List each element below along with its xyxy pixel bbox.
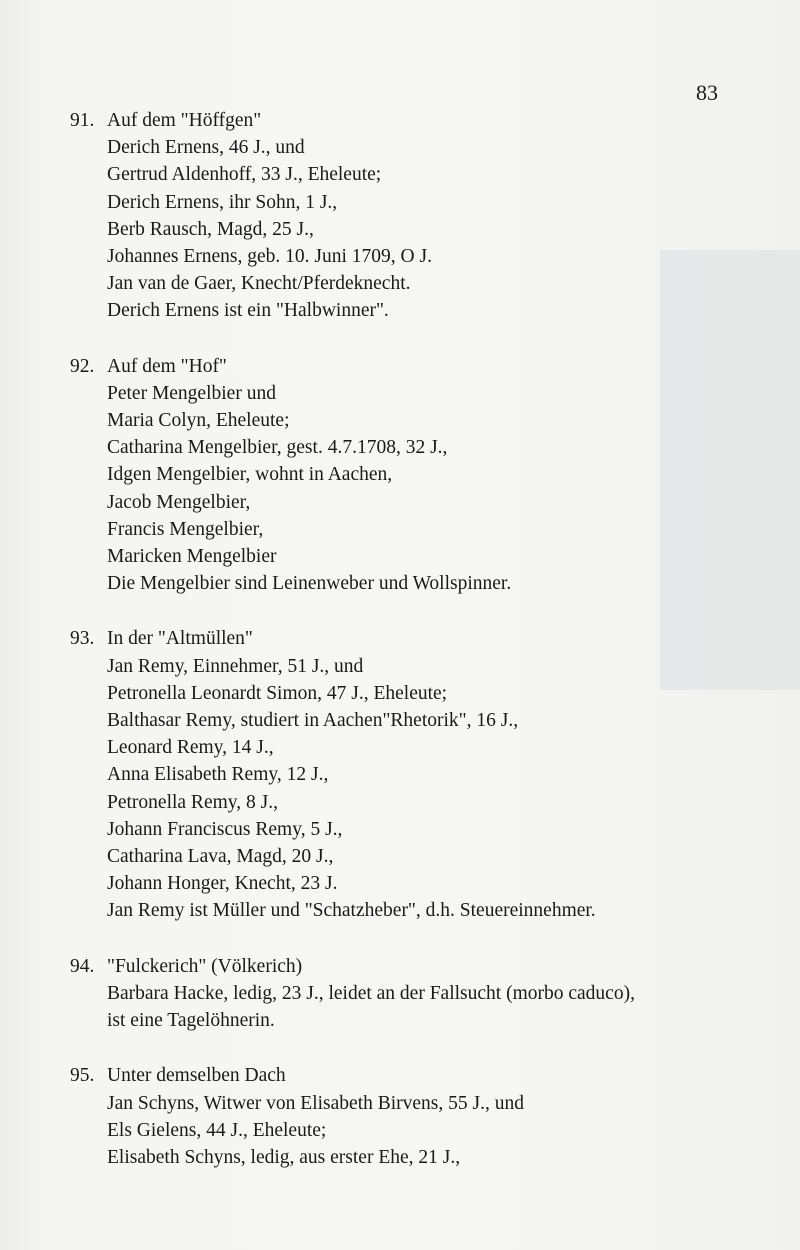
- entry-95: [70, 1062, 735, 1171]
- entry-line: Jan Remy, Einnehmer, 51 J., und: [107, 655, 364, 677]
- entry-heading: In der "Altmüllen": [107, 628, 253, 650]
- entry-number: 92.: [70, 355, 95, 377]
- entry-line: ist eine Tagelöhnerin.: [107, 1010, 275, 1032]
- entry-line: Johann Honger, Knecht, 23 J.: [107, 873, 338, 895]
- page-number: 83: [696, 80, 718, 105]
- entry-body: [107, 353, 735, 598]
- entry-heading: Auf dem "Höffgen": [107, 110, 262, 131]
- entry-line: Derich Ernens ist ein "Halbwinner".: [107, 300, 389, 322]
- entry-line: Petronella Leonardt Simon, 47 J., Eheleute;: [107, 682, 448, 704]
- entry-number: 95.: [70, 1065, 95, 1087]
- entry-line: Derich Ernens, ihr Sohn, 1 J.,: [107, 191, 338, 213]
- entry-line: Catharina Mengelbier, gest. 4.7.1708, 32 J.,: [107, 437, 448, 459]
- entry-line: Jan Remy ist Müller und "Schatzheber", d.h. Steuereinnehmer.: [107, 900, 596, 922]
- entry-line: Jan van de Gaer, Knecht/Pferdeknecht.: [107, 273, 411, 295]
- entry-line: Els Gielens, 44 J., Eheleute;: [107, 1119, 327, 1141]
- entry-line: Johann Franciscus Remy, 5 J.,: [107, 818, 343, 840]
- entry-body: [107, 107, 735, 325]
- entry-line: Leonard Remy, 14 J.,: [107, 737, 274, 759]
- entry-93: [70, 625, 735, 924]
- entry-heading: Auf dem "Hof": [107, 355, 227, 377]
- entry-body: [107, 953, 735, 1035]
- entry-heading: "Fulckerich" (Völkerich): [107, 955, 303, 977]
- entry-94: [70, 953, 735, 1035]
- entry-line: Anna Elisabeth Remy, 12 J.,: [107, 764, 329, 786]
- entry-number: 91.: [70, 110, 95, 131]
- entry-line: Petronella Remy, 8 J.,: [107, 791, 278, 813]
- entry-line: Elisabeth Schyns, ledig, aus erster Ehe, 21 J.,: [107, 1146, 461, 1168]
- entry-number: 94.: [70, 955, 95, 977]
- entry-line: Johannes Ernens, geb. 10. Juni 1709, O J.: [107, 246, 432, 268]
- entry-line: Derich Ernens, 46 J., und: [107, 137, 305, 159]
- entry-line: Berb Rausch, Magd, 25 J.,: [107, 218, 314, 240]
- entry-92: [70, 353, 735, 598]
- entry-line: Jan Schyns, Witwer von Elisabeth Birvens, 55 J., und: [107, 1092, 524, 1114]
- entry-line: Balthasar Remy, studiert in Aachen"Rhetorik", 16 J.,: [107, 710, 519, 732]
- entry-line: Maricken Mengelbier: [107, 546, 277, 568]
- entry-91: [70, 107, 735, 325]
- entry-body: [107, 1062, 735, 1171]
- entry-number: 93.: [70, 628, 95, 650]
- entry-body: [107, 625, 735, 924]
- entry-line: Peter Mengelbier und: [107, 382, 276, 404]
- entry-line: Francis Mengelbier,: [107, 518, 264, 540]
- household-entry-list: [70, 107, 735, 1171]
- entry-line: Barbara Hacke, ledig, 23 J., leidet an der Fallsucht (morbo caduco),: [107, 982, 635, 1004]
- entry-line: Die Mengelbier sind Leinenweber und Wollspinner.: [107, 573, 512, 595]
- entry-heading: Unter demselben Dach: [107, 1065, 286, 1087]
- entry-line: Maria Colyn, Eheleute;: [107, 410, 290, 432]
- entry-line: Gertrud Aldenhoff, 33 J., Eheleute;: [107, 164, 382, 186]
- entry-line: Jacob Mengelbier,: [107, 491, 251, 513]
- entry-line: Idgen Mengelbier, wohnt in Aachen,: [107, 464, 393, 486]
- entry-line: Catharina Lava, Magd, 20 J.,: [107, 846, 334, 868]
